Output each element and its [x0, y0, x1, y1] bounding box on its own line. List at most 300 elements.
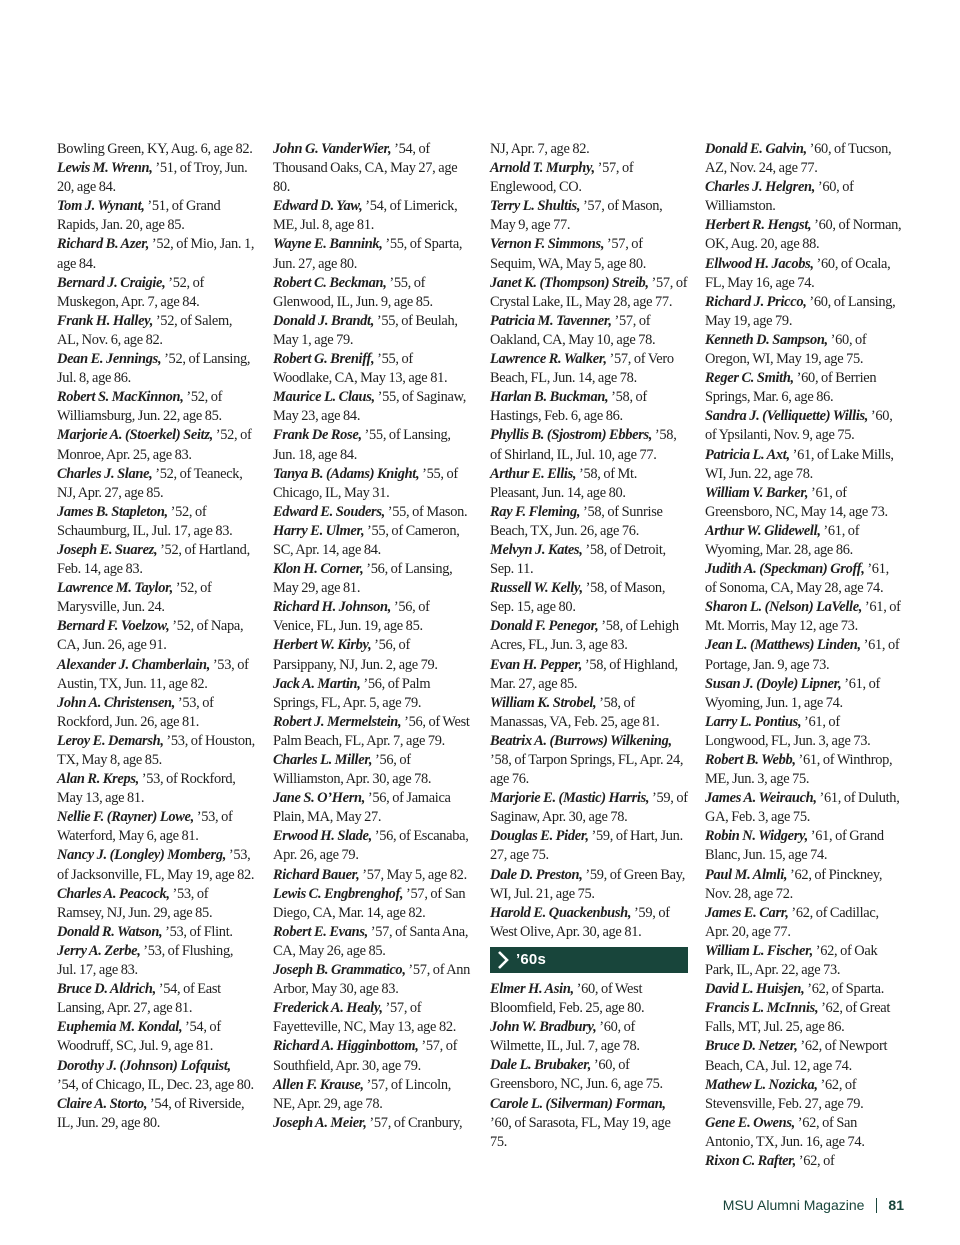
- obituary-details: ’57, of Vero Beach, FL, Jun. 14, age 78.: [490, 351, 674, 387]
- obituary-column-4: [705, 140, 903, 1171]
- obituary-details: ’61, of Greensboro, NC, May 14, age 73.: [705, 484, 888, 520]
- obituary-entry: [705, 866, 903, 904]
- alumni-name: Erwood H. Slade,: [273, 828, 372, 845]
- obituary-entry: [57, 732, 255, 770]
- obituary-entry: [57, 1095, 255, 1133]
- obituary-details: ’60, of Norman, OK, Aug. 20, age 88.: [705, 217, 902, 253]
- alumni-name: Donald R. Watson,: [57, 923, 163, 940]
- alumni-name: Rixon C. Rafter,: [705, 1152, 796, 1169]
- alumni-name: Arthur W. Glidewell,: [705, 522, 821, 539]
- obituary-details: ’58, of Highland, Mar. 27, age 85.: [490, 656, 678, 692]
- obituary-entry: [705, 560, 903, 598]
- alumni-name: Robert J. Mermelstein,: [273, 713, 402, 730]
- obituary-entry: [57, 942, 255, 980]
- obituary-entry: [490, 350, 688, 388]
- obituary-details: ’58, of Mt. Pleasant, Jun. 14, age 80.: [490, 465, 638, 501]
- obituary-details: ’59, of West Olive, Apr. 30, age 81.: [490, 904, 670, 940]
- obituary-entry: [490, 789, 688, 827]
- obituary-details: ’56, of West Palm Beach, FL, Apr. 7, age 79.: [273, 713, 470, 749]
- alumni-name: Robert C. Beckman,: [273, 274, 387, 291]
- obituary-details: ’53, of Flushing, Jul. 17, age 83.: [57, 942, 234, 979]
- alumni-name: Sandra J. (Velliquette) Willis,: [705, 408, 869, 425]
- alumni-name: Elmer H. Asin,: [490, 980, 574, 997]
- alumni-name: Dale D. Preston,: [490, 866, 583, 883]
- obituary-entry: [57, 923, 255, 942]
- alumni-name: Patricia M. Tavenner,: [490, 312, 612, 329]
- obituary-details: ’53, of Houston, TX, May 8, age 85.: [57, 732, 255, 768]
- obituary-details: ’60, of Lansing, May 19, age 79.: [705, 293, 896, 329]
- obituary-entry: [273, 713, 471, 751]
- alumni-name: Jack A. Martin,: [273, 675, 361, 692]
- obituary-details: ’60, of Berrien Springs, Mar. 6, age 86.: [705, 370, 877, 406]
- obituary-details: ’60, of Sarasota, FL, May 19, age 75.: [490, 1114, 671, 1150]
- alumni-name: Alan R. Kreps,: [57, 771, 139, 788]
- obituary-details: ’57, of Mason, May 9, age 77.: [490, 198, 663, 234]
- obituary-entry: [490, 732, 688, 789]
- obituary-column-3: [490, 140, 688, 1152]
- alumni-name: Dorothy J. (Johnson) Lofquist,: [57, 1057, 231, 1074]
- obituary-details: ’55, of Chicago, IL, May 31.: [273, 465, 458, 501]
- alumni-name: Edward E. Souders,: [273, 503, 385, 520]
- obituary-details: ’56, of Lansing, May 29, age 81.: [273, 561, 453, 597]
- alumni-name: Wayne E. Bannink,: [273, 236, 383, 253]
- alumni-name: Beatrix A. (Burrows) Wilkening,: [490, 732, 672, 749]
- obituary-entry: [57, 770, 255, 808]
- decade-section-label: ’60s: [516, 951, 546, 969]
- obituary-details: ’58, of Mason, Sep. 15, age 80.: [490, 580, 666, 616]
- alumni-name: Kenneth D. Sampson,: [705, 331, 828, 348]
- obituary-entry: [705, 1076, 903, 1114]
- obituary-details: ’54, of Thousand Oaks, CA, May 27, age 80.: [273, 141, 458, 196]
- obituary-entry: [273, 522, 471, 560]
- alumni-name: William V. Barker,: [705, 484, 809, 501]
- alumni-name: Judith A. (Speckman) Groff,: [705, 561, 865, 578]
- obituary-details: ’60, of Oregon, WI, May 19, age 75.: [705, 331, 867, 368]
- obituary-entry: [57, 694, 255, 732]
- obituary-entry: [705, 255, 903, 293]
- obituary-details: ’60, of Greensboro, NC, Jun. 6, age 75.: [490, 1057, 663, 1093]
- obituary-entry: [273, 999, 471, 1037]
- obituary-entry: [705, 484, 903, 522]
- obituary-entry: [705, 751, 903, 789]
- obituary-column-2: [273, 140, 471, 1133]
- obituary-entry: [490, 388, 688, 426]
- page-footer: [723, 1197, 904, 1213]
- obituary-entry: [490, 866, 688, 904]
- obituary-details: ’51, of Troy, Jun. 20, age 84.: [57, 160, 248, 196]
- obituary-entry: [490, 980, 688, 1018]
- obituary-details: ’59, of Hart, Jun. 27, age 75.: [490, 828, 683, 864]
- obituary-entry: [490, 197, 688, 235]
- alumni-name: Klon H. Corner,: [273, 561, 364, 578]
- obituary-details: ’54, of Limerick, ME, Jul. 8, age 81.: [273, 198, 458, 234]
- obituary-details: ’58, of Lehigh Acres, FL, Jun. 3, age 83.: [490, 618, 679, 654]
- obituary-details: ’52, of Lansing, Jul. 8, age 86.: [57, 351, 251, 387]
- obituary-entry: [705, 369, 903, 407]
- alumni-name: Dean E. Jennings,: [57, 351, 162, 368]
- obituary-details: ’56, of Palm Springs, FL, Apr. 5, age 79.: [273, 675, 431, 711]
- obituary-entry: [705, 904, 903, 942]
- obituary-entry: [705, 827, 903, 865]
- alumni-name: Charles L. Miller,: [273, 752, 373, 768]
- obituary-entry: [490, 827, 688, 865]
- obituary-entry: [273, 503, 471, 522]
- alumni-name: Douglas E. Pider,: [490, 828, 589, 845]
- obituary-details: ’52, of Hartland, Feb. 14, age 83.: [57, 541, 250, 578]
- obituary-details: ’57, of Englewood, CO.: [490, 160, 634, 196]
- obituary-details: ’61, of Portage, Jan. 9, age 73.: [705, 637, 900, 673]
- obituary-details: ’57, May 5, age 82.: [359, 866, 467, 883]
- alumni-name: Lawrence M. Taylor,: [57, 580, 173, 597]
- alumni-name: Lewis C. Engbrenghof,: [273, 885, 404, 902]
- obituary-entry: [273, 197, 471, 235]
- obituary-details: ’61, of Wyoming, Mar. 28, age 86.: [705, 522, 860, 558]
- obituary-entry: [705, 446, 903, 484]
- alumni-name: Charles J. Helgren,: [705, 179, 816, 196]
- obituary-details: ’57, of San Diego, CA, Mar. 14, age 82.: [273, 885, 466, 921]
- alumni-name: Marjorie A. (Stoerkel) Seitz,: [57, 427, 213, 444]
- alumni-name: Maurice L. Claus,: [273, 389, 375, 406]
- alumni-name: Francis L. McInnis,: [705, 1000, 819, 1017]
- obituary-details: ’52, of Salem, AL, Nov. 6, age 82.: [57, 312, 233, 348]
- obituary-entry: [490, 1095, 688, 1152]
- obituary-entry: [490, 694, 688, 732]
- obituary-details: ’54, of East Lansing, Apr. 27, age 81.: [57, 981, 221, 1017]
- alumni-name: James A. Weirauch,: [705, 790, 817, 807]
- obituary-details: ’51, of Grand Rapids, Jan. 20, age 85.: [57, 198, 221, 234]
- alumni-name: Sharon L. (Nelson) LaVelle,: [705, 599, 863, 616]
- alumni-name: Robert E. Evans,: [273, 923, 368, 940]
- alumni-name: Herbert W. Kirby,: [273, 637, 372, 654]
- alumni-name: Reger C. Smith,: [705, 370, 794, 387]
- obituary-entry: [273, 312, 471, 350]
- chevron-right-icon: [490, 947, 516, 973]
- obituary-details: ’52, of Schaumburg, IL, Jul. 17, age 83.: [57, 503, 233, 539]
- alumni-name: Evan H. Pepper,: [490, 656, 583, 673]
- obituary-entry: [57, 1057, 255, 1095]
- alumni-name: Joseph B. Grammatico,: [273, 962, 406, 979]
- alumni-name: Lewis M. Wrenn,: [57, 160, 153, 177]
- alumni-name: James B. Stapleton,: [57, 503, 168, 520]
- alumni-name: Phyllis B. (Sjostrom) Ebbers,: [490, 427, 653, 444]
- obituary-details: Bowling Green, KY, Aug. 6, age 82.: [57, 141, 253, 157]
- obituary-details: ’61, of Wyoming, Jun. 1, age 74.: [705, 675, 880, 711]
- alumni-name: Robert G. Breniff,: [273, 351, 375, 368]
- alumni-name: Donald J. Brandt,: [273, 312, 375, 329]
- alumni-name: Claire A. Storto,: [57, 1095, 148, 1112]
- obituary-details: ’53, of Jacksonville, FL, May 19, age 82.: [57, 847, 255, 883]
- obituary-details: ’62, of Newport Beach, CA, Jul. 12, age 74.: [705, 1038, 888, 1074]
- obituary-entry: [273, 751, 471, 789]
- obituary-details: ’55, of Saginaw, May 23, age 84.: [273, 389, 467, 425]
- obituary-entry: [490, 235, 688, 273]
- alumni-name: Alexander J. Chamberlain,: [57, 656, 211, 673]
- alumni-name: Paul M. Almli,: [705, 866, 788, 883]
- obituary-entry: [273, 827, 471, 865]
- alumni-name: William K. Strobel,: [490, 694, 597, 711]
- obituary-entry: [57, 885, 255, 923]
- obituary-entry: [273, 465, 471, 503]
- obituary-entry: [705, 942, 903, 980]
- alumni-name: Marjorie E. (Mastic) Harris,: [490, 790, 650, 807]
- obituary-details: ’62, of Great Falls, MT, Jul. 25, age 86.: [705, 1000, 891, 1036]
- obituary-details: ’58, of Tarpon Springs, FL, Apr. 24, age 76.: [490, 752, 684, 788]
- alumni-name: Larry L. Pontius,: [705, 713, 802, 730]
- obituary-details: ’57, of Crystal Lake, IL, May 28, age 77.: [490, 274, 688, 310]
- obituary-entry: [273, 789, 471, 827]
- obituary-entry: [490, 904, 688, 942]
- alumni-name: William L. Fischer,: [705, 942, 813, 959]
- obituary-entry: [57, 350, 255, 388]
- alumni-name: Carole L. (Silverman) Forman,: [490, 1095, 666, 1112]
- obituary-entry: [57, 388, 255, 426]
- obituary-details: ’53, of Austin, TX, Jun. 11, age 82.: [57, 656, 249, 692]
- alumni-name: Arnold T. Murphy,: [490, 160, 595, 177]
- obituary-entry: [705, 1037, 903, 1075]
- obituary-details: ’60, of Williamston.: [705, 179, 854, 215]
- obituary-details: ’55, of Lansing, Jun. 18, age 84.: [273, 427, 451, 463]
- obituary-details: ’55, of Beulah, May 1, age 79.: [273, 312, 458, 348]
- obituary-entry: [273, 1114, 471, 1133]
- obituary-details: ’57, of Sequim, WA, May 5, age 80.: [490, 236, 647, 272]
- obituary-entry: [490, 140, 688, 159]
- obituary-entry: [57, 808, 255, 846]
- alumni-name: John A. Christensen,: [57, 694, 176, 711]
- alumni-name: James E. Carr,: [705, 904, 789, 921]
- obituary-entry: [57, 1018, 255, 1056]
- obituary-entry: [273, 961, 471, 999]
- alumni-name: Allen F. Krause,: [273, 1076, 364, 1093]
- obituary-details: ’55, of Cameron, SC, Apr. 14, age 84.: [273, 522, 460, 558]
- alumni-name: Tom J. Wynant,: [57, 198, 145, 215]
- obituary-details: ’62, of San Antonio, TX, Jun. 16, age 74.: [705, 1114, 865, 1150]
- obituary-entry: [490, 426, 688, 464]
- obituary-entry: [705, 1152, 903, 1171]
- alumni-name: Arthur E. Ellis,: [490, 465, 577, 482]
- obituary-entry: [705, 980, 903, 999]
- obituary-entry: [705, 675, 903, 713]
- alumni-name: Edward D. Yaw,: [273, 198, 363, 215]
- obituary-entry: [273, 598, 471, 636]
- obituary-details: ’53, of Waterford, May 6, age 81.: [57, 809, 233, 845]
- alumni-name: Terry L. Shultis,: [490, 198, 581, 215]
- obituary-entry: [57, 617, 255, 655]
- alumni-name: Janet K. (Thompson) Streib,: [490, 274, 649, 291]
- obituary-details: ’56, of Venice, FL, Jun. 19, age 85.: [273, 599, 430, 635]
- obituary-details: ’61, of Mt. Morris, May 12, age 73.: [705, 599, 901, 635]
- alumni-name: Dale L. Brubaker,: [490, 1057, 592, 1074]
- obituary-entry: [57, 235, 255, 273]
- obituary-details: ’62, of Oak Park, IL, Apr. 22, age 73.: [705, 942, 878, 979]
- obituary-details: ’61, of Longwood, FL, Jun. 3, age 73.: [705, 713, 871, 749]
- obituary-details: NJ, Apr. 7, age 82.: [490, 141, 590, 157]
- obituary-entry: [273, 235, 471, 273]
- obituary-entry: [273, 274, 471, 312]
- alumni-name: Joseph E. Suarez,: [57, 541, 158, 558]
- alumni-name: Harry E. Ulmer,: [273, 522, 365, 539]
- obituary-entry: [490, 656, 688, 694]
- alumni-name: Bruce D. Netzer,: [705, 1038, 798, 1055]
- obituary-entry: [57, 541, 255, 579]
- obituary-entry: [57, 846, 255, 884]
- obituary-details: ’52, of Muskegon, Apr. 7, age 84.: [57, 274, 205, 310]
- obituary-entry: [490, 579, 688, 617]
- alumni-name: Nellie F. (Rayner) Lowe,: [57, 809, 194, 826]
- obituary-details: ’62, of Sparta.: [804, 981, 885, 998]
- obituary-details: ’53, of Flint.: [162, 923, 233, 940]
- alumni-name: Nancy J. (Longley) Momberg,: [57, 847, 227, 864]
- alumni-name: Jean L. (Matthews) Linden,: [705, 637, 861, 654]
- obituary-details: ’52, of Williamsburg, Jun. 22, age 85.: [57, 389, 223, 425]
- alumni-name: Leroy E. Demarsh,: [57, 732, 164, 749]
- alumni-name: Harlan B. Buckman,: [490, 389, 609, 406]
- obituary-details: ’52, of Monroe, Apr. 25, age 83.: [57, 427, 252, 463]
- alumni-name: Joseph A. Meier,: [273, 1114, 367, 1131]
- obituary-details: ’57, of Fayetteville, NC, May 13, age 82.: [273, 1000, 457, 1036]
- obituary-entry: [490, 465, 688, 503]
- obituary-entry: [705, 789, 903, 827]
- obituary-entry: [490, 503, 688, 541]
- alumni-name: Frederick A. Healy,: [273, 1000, 383, 1017]
- obituary-details: ’60, of Ypsilanti, Nov. 9, age 75.: [705, 408, 893, 444]
- obituary-entry: [57, 465, 255, 503]
- obituary-details: ’60, of Ocala, FL, May 16, age 74.: [705, 255, 891, 291]
- alumni-name: Donald E. Galvin,: [705, 141, 807, 157]
- obituary-details: ’62, of: [795, 1152, 835, 1169]
- alumni-name: Tanya B. (Adams) Knight,: [273, 465, 420, 482]
- alumni-name: Charles A. Peacock,: [57, 885, 170, 902]
- alumni-name: Bruce D. Aldrich,: [57, 981, 156, 998]
- footer-divider: [876, 1198, 877, 1213]
- obituary-details: ’53, of Rockford, May 13, age 81.: [57, 771, 236, 807]
- obituary-details: ’52, of Mio, Jan. 1, age 84.: [57, 236, 255, 272]
- obituary-entry: [57, 312, 255, 350]
- obituary-entry: [57, 579, 255, 617]
- obituary-entry: [705, 598, 903, 636]
- obituary-details: ’57, of Oakland, CA, May 10, age 78.: [490, 312, 656, 348]
- obituary-details: ’56, of Jamaica Plain, MA, May 27.: [273, 790, 451, 826]
- obituary-details: ’61, of Winthrop, ME, Jun. 3, age 75.: [705, 752, 893, 788]
- obituary-details: ’54, of Riverside, IL, Jun. 29, age 80.: [57, 1095, 245, 1131]
- alumni-name: Melvyn J. Kates,: [490, 541, 583, 558]
- obituary-details: ’59, of Green Bay, WI, Jul. 21, age 75.: [490, 866, 686, 902]
- alumni-name: Donald F. Penegor,: [490, 618, 599, 635]
- alumni-name: Robert S. MacKinnon,: [57, 389, 184, 406]
- alumni-name: Jerry A. Zerbe,: [57, 942, 141, 959]
- obituary-entry: [490, 1056, 688, 1094]
- obituary-entry: [705, 522, 903, 560]
- obituary-entry: [705, 293, 903, 331]
- obituary-entry: [705, 331, 903, 369]
- alumni-name: Frank De Rose,: [273, 427, 362, 444]
- alumni-name: Herbert R. Hengst,: [705, 217, 812, 234]
- obituary-details: ’57, of Santa Ana, CA, May 26, age 85.: [273, 923, 469, 959]
- alumni-name: Lawrence R. Walker,: [490, 351, 607, 368]
- obituary-details: ’56, of Escanaba, Apr. 26, age 79.: [273, 828, 469, 864]
- obituary-details: ’53, of Ramsey, NJ, Jun. 29, age 85.: [57, 885, 213, 921]
- alumni-name: John G. VanderWier,: [273, 141, 392, 157]
- obituary-entry: [57, 274, 255, 312]
- obituary-details: ’55, of Mason.: [384, 503, 468, 520]
- obituary-entry: [705, 636, 903, 674]
- alumni-name: David L. Huisjen,: [705, 981, 805, 998]
- alumni-name: Russell W. Kelly,: [490, 580, 583, 597]
- obituary-entry: [273, 1076, 471, 1114]
- obituary-entry: [273, 923, 471, 961]
- obituary-details: ’62, of Cadillac, Apr. 20, age 77.: [705, 904, 879, 940]
- alumni-name: Patricia L. Axt,: [705, 446, 790, 463]
- alumni-name: Vernon F. Simmons,: [490, 236, 605, 253]
- obituary-details: ’61, of Sonoma, CA, May 28, age 74.: [705, 561, 889, 597]
- obituary-entry: [273, 885, 471, 923]
- decade-section-header: [490, 947, 688, 973]
- alumni-name: Ray F. Fleming,: [490, 503, 581, 520]
- obituary-entry: [705, 999, 903, 1037]
- obituary-entry: [57, 503, 255, 541]
- obituary-details: ’54, of Woodruff, SC, Jul. 9, age 81.: [57, 1019, 221, 1055]
- alumni-name: Frank H. Halley,: [57, 312, 154, 329]
- obituary-details: ’60, of West Bloomfield, Feb. 25, age 80.: [490, 980, 645, 1017]
- alumni-name: Robert B. Webb,: [705, 752, 796, 768]
- obituary-details: ’55, of Sparta, Jun. 27, age 80.: [273, 236, 463, 272]
- obituary-details: ’58, of Manassas, VA, Feb. 25, age 81.: [490, 694, 660, 730]
- obituary-details: ’60, of Tucson, AZ, Nov. 24, age 77.: [705, 141, 892, 177]
- alumni-name: Euphemia M. Kondal,: [57, 1019, 183, 1036]
- obituary-entry: [705, 713, 903, 751]
- alumni-name: Bernard J. Craigie,: [57, 274, 166, 291]
- obituary-details: ’58, of Sunrise Beach, TX, Jun. 26, age 76.: [490, 503, 663, 539]
- alumni-name: Gene E. Owens,: [705, 1114, 795, 1131]
- alumni-name: Jane S. O’Hern,: [273, 790, 366, 807]
- alumni-name: Richard Bauer,: [273, 866, 360, 883]
- alumni-name: Richard A. Higginbottom,: [273, 1038, 419, 1055]
- obituary-entry: [490, 617, 688, 655]
- obituary-details: ’58, of Hastings, Feb. 6, age 86.: [490, 389, 647, 425]
- obituary-entry: [490, 159, 688, 197]
- obituary-details: ’56, of Williamston, Apr. 30, age 78.: [273, 752, 432, 788]
- obituary-details: ’58, of Shirland, IL, Jul. 10, age 77.: [490, 427, 677, 463]
- obituary-entry: [273, 388, 471, 426]
- obituary-entry: [705, 178, 903, 216]
- page-number: 81: [888, 1197, 904, 1213]
- obituary-details: ’58, of Detroit, Sep. 11.: [490, 541, 666, 578]
- obituary-details: ’61, of Grand Blanc, Jun. 15, age 74.: [705, 828, 884, 864]
- obituary-entry: [705, 216, 903, 254]
- obituary-entry: [273, 866, 471, 885]
- obituary-details: ’52, of Marysville, Jun. 24.: [57, 580, 212, 616]
- alumni-name: Charles J. Slane,: [57, 465, 153, 482]
- obituary-entry: [273, 560, 471, 598]
- obituary-entry: [490, 274, 688, 312]
- alumni-name: Richard B. Azer,: [57, 236, 150, 253]
- obituary-entry: [705, 1114, 903, 1152]
- obituary-entry: [273, 350, 471, 388]
- obituary-details: ’57, of Ann Arbor, May 30, age 83.: [273, 962, 471, 998]
- obituary-details: ’55, of Glenwood, IL, Jun. 9, age 85.: [273, 274, 433, 310]
- obituary-details: ’54, of Chicago, IL, Dec. 23, age 80.: [57, 1076, 254, 1093]
- obituary-column-1: [57, 140, 255, 1133]
- obituary-details: ’57, of Cranbury,: [366, 1114, 463, 1131]
- obituary-entry: [57, 159, 255, 197]
- obituary-entry: [273, 140, 471, 197]
- obituary-details: ’61, of Lake Mills, WI, Jun. 22, age 78.: [705, 446, 894, 482]
- obituary-entry: [273, 675, 471, 713]
- obituary-entry: [490, 541, 688, 579]
- magazine-name: MSU Alumni Magazine: [722, 1197, 865, 1213]
- obituary-details: ’59, of Saginaw, Apr. 30, age 78.: [490, 790, 688, 826]
- obituary-details: ’56, of Parsippany, NJ, Jun. 2, age 79.: [273, 637, 438, 673]
- obituary-entry: [273, 426, 471, 464]
